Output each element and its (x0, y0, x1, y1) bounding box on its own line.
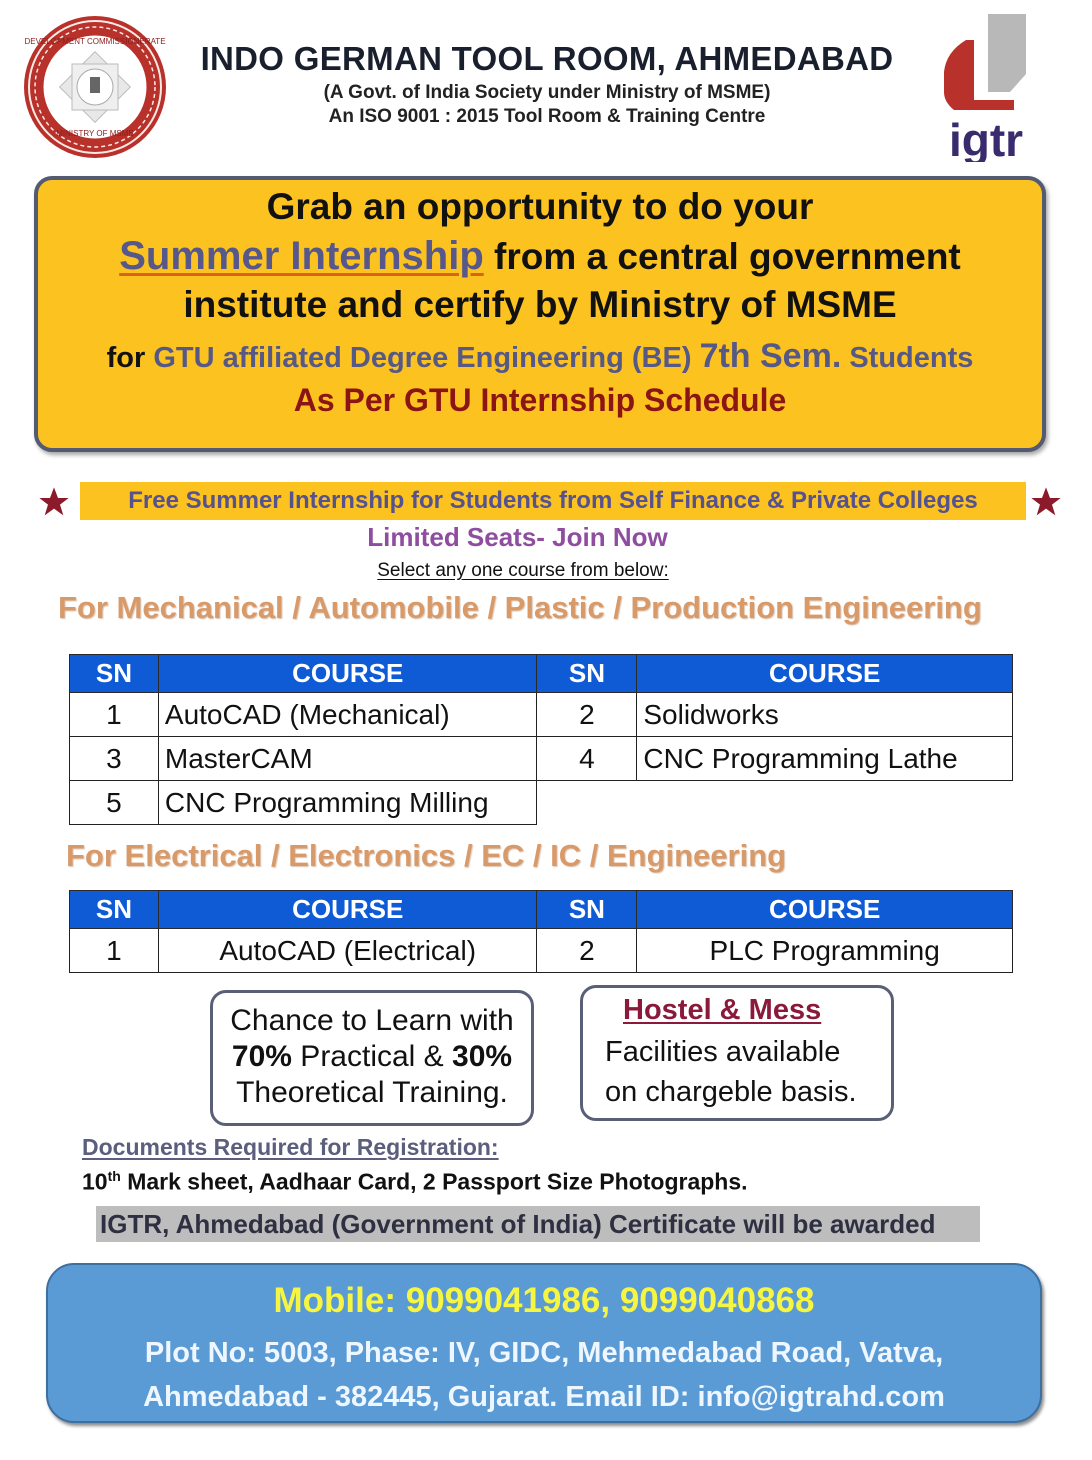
documents-heading: Documents Required for Registration: (82, 1134, 499, 1160)
course-sn: 4 (537, 737, 637, 781)
svg-text:igtr: igtr (948, 114, 1024, 162)
training-ratio-box (210, 990, 534, 1126)
banner-for: for (106, 342, 154, 374)
course-name: PLC Programming (637, 929, 1013, 973)
course-name: Solidworks (637, 693, 1013, 737)
course-header: COURSE (637, 891, 1013, 929)
students-text: Students (841, 342, 974, 374)
electrical-section-heading: For Electrical / Electronics / EC / IC / Engineering (66, 838, 787, 873)
course-header: COURSE (158, 891, 537, 929)
theory-percent: 30% (452, 1040, 513, 1073)
table-row (70, 737, 1013, 781)
course-name: AutoCAD (Mechanical) (158, 693, 537, 737)
banner-line-1: Grab an opportunity to do your (266, 186, 814, 227)
course-sn: 2 (537, 929, 637, 973)
institute-subtitle: (A Govt. of India Society under Ministry of MSME) (323, 82, 771, 103)
gtu-affiliated-text: GTU affiliated Degree Engineering (BE) (153, 342, 700, 374)
table-row (70, 693, 1013, 737)
svg-text:MINISTRY OF MSME: MINISTRY OF MSME (56, 129, 134, 138)
course-name: CNC Programming Milling (158, 781, 537, 825)
table-row (70, 781, 1013, 825)
institute-title: INDO GERMAN TOOL ROOM, AHMEDABAD (200, 40, 894, 77)
course-name: AutoCAD (Electrical) (158, 929, 537, 973)
hostel-mess-title: Hostel & Mess (623, 994, 822, 1026)
svg-text:DEVELOPMENT COMMISSIONERATE: DEVELOPMENT COMMISSIONERATE (24, 37, 166, 46)
documents-list (82, 1168, 748, 1196)
summer-internship-highlight: Summer Internship (119, 234, 484, 278)
training-line-1: Chance to Learn with (230, 1004, 514, 1037)
training-line-2 (213, 1039, 531, 1075)
course-sn: 1 (70, 929, 159, 973)
training-line-3: Theoretical Training. (236, 1076, 508, 1109)
star-icon (38, 486, 70, 518)
course-header: COURSE (158, 655, 537, 693)
address-line-1: Plot No: 5003, Phase: IV, GIDC, Mehmedabad Road, Vatva, (144, 1337, 944, 1369)
star-icon (1030, 486, 1062, 518)
course-sn: 1 (70, 693, 159, 737)
course-name: MasterCAM (158, 737, 537, 781)
mechanical-courses-table (69, 654, 1013, 825)
mobile-numbers: Mobile: 9099041986, 9099040868 (273, 1281, 815, 1320)
sn-header: SN (70, 891, 159, 929)
limited-seats-text: Limited Seats- Join Now (367, 522, 668, 552)
training-mid-text: Practical & (291, 1040, 453, 1073)
certificate-notice: IGTR, Ahmedabad (Government of India) Certificate will be awarded (96, 1206, 980, 1242)
practical-percent: 70% (231, 1040, 292, 1073)
empty-cell (537, 781, 637, 825)
banner-line-2-rest: from a central government (483, 236, 961, 277)
hostel-line-2: on chargeble basis. (605, 1076, 857, 1108)
igtr-logo (936, 12, 1036, 162)
banner-line-4 (38, 337, 1042, 376)
iso-certification-text: An ISO 9001 : 2015 Tool Room & Training Centre (328, 106, 766, 127)
course-sn: 5 (70, 781, 159, 825)
sn-header: SN (70, 655, 159, 693)
course-name: CNC Programming Lathe (637, 737, 1013, 781)
table-row (70, 929, 1013, 973)
table-header-row (70, 891, 1013, 929)
course-sn: 3 (70, 737, 159, 781)
contact-panel (46, 1263, 1042, 1423)
sn-header: SN (537, 655, 637, 693)
course-header: COURSE (637, 655, 1013, 693)
select-course-instruction: Select any one course from below: (377, 560, 669, 581)
electrical-courses-table (69, 890, 1013, 973)
documents-items: Mark sheet, Aadhaar Card, 2 Passport Size Photographs. (120, 1168, 748, 1195)
documents-sup: th (107, 1168, 121, 1184)
banner-line-3: institute and certify by Ministry of MSME (183, 284, 897, 325)
address-line-2: Ahmedabad - 382445, Gujarat. Email ID: info@igtrahd.com (143, 1381, 945, 1413)
free-internship-strip: Free Summer Internship for Students from Self Finance & Private Colleges (80, 482, 1026, 520)
hostel-line-1: Facilities available (605, 1036, 841, 1068)
msme-emblem-logo (22, 14, 168, 160)
course-sn: 2 (537, 693, 637, 737)
schedule-text: As Per GTU Internship Schedule (293, 382, 787, 418)
hostel-mess-box (580, 985, 894, 1121)
table-header-row (70, 655, 1013, 693)
empty-cell (637, 781, 1013, 825)
banner-line-2 (38, 234, 1042, 279)
sn-header: SN (537, 891, 637, 929)
internship-banner (34, 176, 1046, 452)
mechanical-section-heading: For Mechanical / Automobile / Plastic / Production Engineering (58, 590, 982, 625)
documents-prefix: 10 (82, 1168, 108, 1195)
semester-text: 7th Sem. (699, 337, 842, 375)
